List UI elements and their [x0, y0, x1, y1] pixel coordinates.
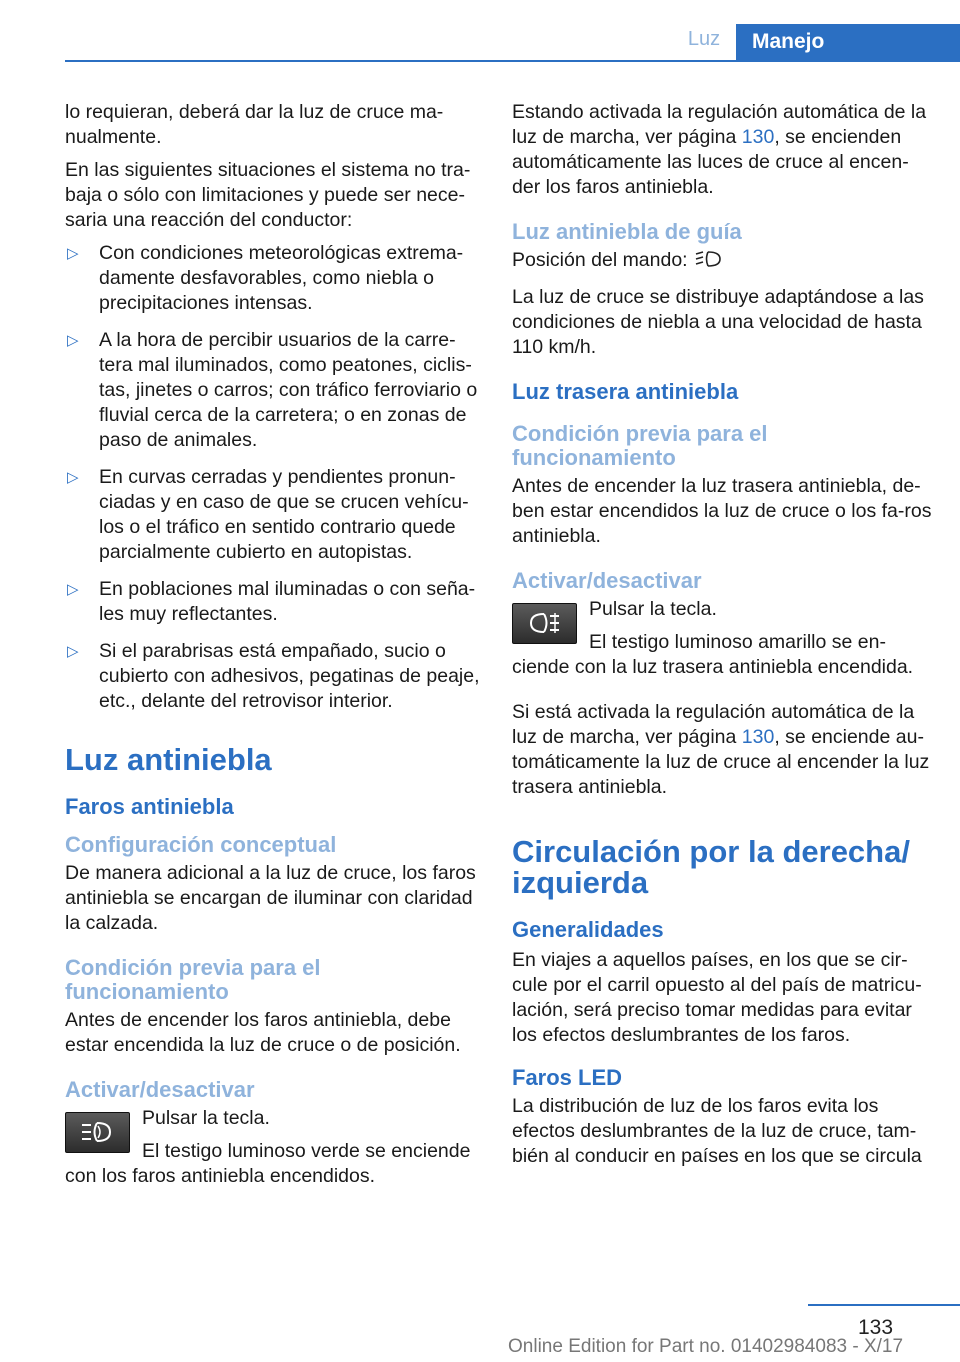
- front-fog-light-icon: [80, 1120, 114, 1144]
- page-number-rule: [808, 1304, 960, 1306]
- paragraph: En viajes a aquellos países, en los que se cir-cule por el carril opuesto al del país de matricu-lación, será preciso tomar medidas para evitar los efectos deslumbrantes de los faros.: [512, 949, 922, 1046]
- topic-heading: Activar/desactivar: [512, 568, 702, 593]
- section-heading: Luz antiniebla: [65, 742, 272, 777]
- list-item: ▷ En curvas cerradas y pendientes pronun-ciadas y en caso de que se crucen vehícu-los o el tráfico en sentido contrario quede parcialmente cubierto en autopistas.: [67, 466, 469, 563]
- left-column: [65, 100, 483, 1197]
- edition-footer: Online Edition for Part no. 01402984083 - X/17: [508, 1336, 904, 1357]
- topic-heading: Configuración conceptual: [65, 832, 337, 857]
- paragraph: Posición del mando:: [512, 248, 932, 277]
- subsection-heading: Faros LED: [512, 1065, 623, 1090]
- triangle-right-icon: ▷: [67, 245, 79, 262]
- paragraph: La distribución de luz de los faros evita los efectos deslumbrantes de la luz de cruce, tam-bién al conducir en países en los que se circula: [512, 1095, 922, 1167]
- subsection-heading: Generalidades: [512, 917, 664, 942]
- paragraph: Pulsar la tecla.: [142, 1107, 270, 1129]
- paragraph: Pulsar la tecla.: [589, 598, 717, 620]
- triangle-right-icon: ▷: [67, 581, 79, 598]
- list-item: ▷ Con condiciones meteorológicas extrema-damente desfavorables, como niebla o precipitaciones intensas.: [67, 242, 464, 314]
- header-chapter-tab: [736, 24, 960, 62]
- page-link[interactable]: 130: [741, 126, 775, 148]
- section-heading: Circulación por la derecha/ izquierda: [512, 834, 910, 900]
- paragraph: Antes de encender la luz trasera antiniebla, de-ben estar encendidos la luz de cruce o los fa-ros antiniebla.: [512, 475, 932, 547]
- paragraph: De manera adicional a la luz de cruce, los faros antiniebla se encargan de iluminar con claridad la calzada.: [65, 862, 476, 934]
- page-link[interactable]: 130: [741, 726, 775, 748]
- rear-fog-key: [512, 603, 577, 644]
- paragraph: lo requieran, deberá dar la luz de cruce ma-nualmente.: [65, 101, 444, 148]
- topic-heading: Condición previa para el funcionamiento: [512, 421, 768, 470]
- rear-fog-light-icon: [527, 611, 561, 635]
- list-item: ▷ En poblaciones mal iluminadas o con seña-les muy reflectantes.: [67, 578, 476, 625]
- paragraph: Antes de encender los faros antiniebla, debe estar encendida la luz de cruce o de posición.: [65, 1009, 461, 1056]
- triangle-right-icon: ▷: [67, 469, 79, 486]
- fog-guide-light-icon: [694, 248, 724, 277]
- triangle-right-icon: ▷: [67, 643, 79, 660]
- subsection-heading: Faros antiniebla: [65, 794, 234, 819]
- page-number: 133: [858, 1316, 894, 1339]
- paragraph: En las siguientes situaciones el sistema no tra-baja o sólo con limitaciones y puede ser nece-saria una reacción del conductor:: [65, 159, 471, 231]
- list-item: ▷ A la hora de percibir usuarios de la carre-tera mal iluminados, como peatones, ciclis-tas, jinetes o carros; con tráfico ferroviario o fluvial cerca de la carretera; o en zonas de paso de animales.: [67, 329, 478, 451]
- paragraph: Si está activada la regulación automática de la luz de marcha, ver página 130, se enciende au-tomáticamente la luz de cruce al encender la luz trasera antiniebla.: [512, 701, 930, 798]
- limitations-list: [65, 241, 483, 714]
- triangle-right-icon: ▷: [67, 332, 79, 349]
- subsection-heading: Luz trasera antiniebla: [512, 379, 739, 404]
- paragraph: El testigo luminoso verde se enciende con los faros antiniebla encendidos.: [65, 1140, 471, 1187]
- topic-heading: Luz antiniebla de guía: [512, 219, 742, 244]
- right-column: [512, 100, 932, 1177]
- topic-heading: Activar/desactivar: [65, 1077, 255, 1102]
- paragraph: Estando activada la regulación automática de la luz de marcha, ver página 130, se encienden automáticamente las luces de cruce al encen-der los faros antiniebla.: [512, 101, 927, 198]
- topic-heading: Condición previa para el funcionamiento: [65, 955, 321, 1004]
- header-section: Luz: [687, 28, 721, 50]
- header-chapter: Manejo: [752, 30, 825, 53]
- list-item: ▷ Si el parabrisas está empañado, sucio o cubierto con adhesivos, pegatinas de peaje, etc., delante del retrovisor interior.: [67, 640, 480, 712]
- front-fog-key: [65, 1112, 130, 1153]
- paragraph: La luz de cruce se distribuye adaptándose a las condiciones de niebla a una velocidad de hasta 110 km/h.: [512, 286, 924, 358]
- paragraph: El testigo luminoso amarillo se en-ciende con la luz trasera antiniebla encendida.: [512, 631, 914, 678]
